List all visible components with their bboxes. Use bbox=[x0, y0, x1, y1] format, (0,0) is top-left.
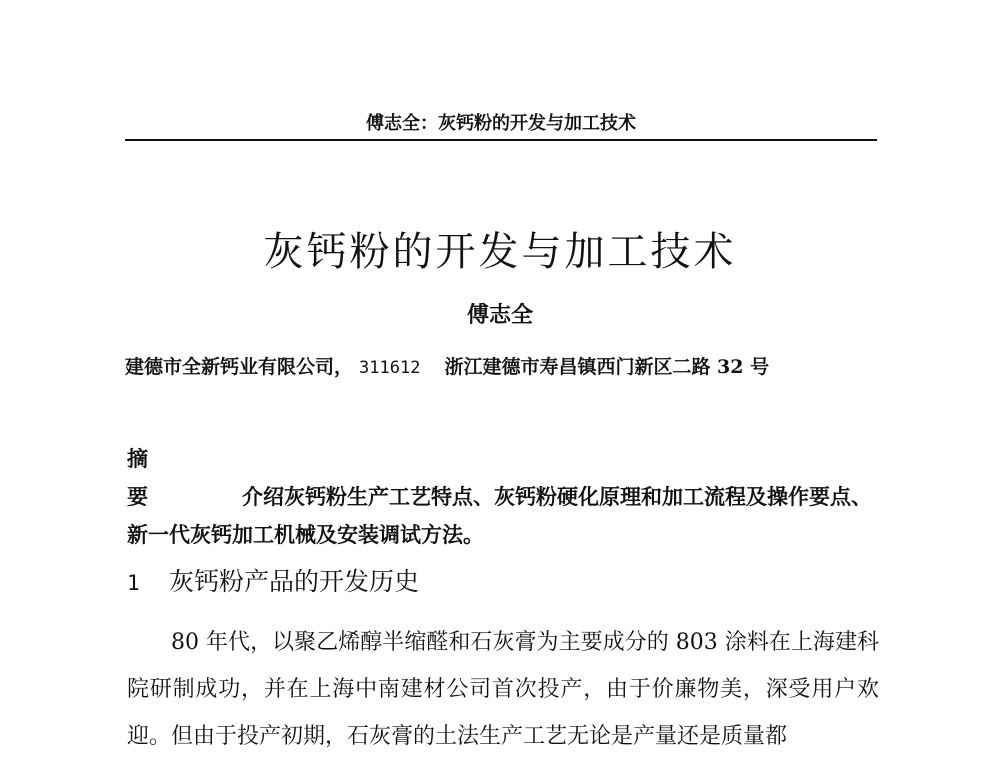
section-title: 灰钙粉产品的开发历史 bbox=[169, 567, 420, 596]
header-rule bbox=[125, 139, 877, 141]
affiliation-postcode: 311612 bbox=[359, 358, 421, 378]
abstract-label: 摘 要 bbox=[127, 446, 172, 509]
affiliation-company: 建德市全新钙业有限公司， bbox=[125, 356, 354, 378]
running-header: 傅志全：灰钙粉的开发与加工技术 bbox=[366, 113, 636, 134]
abstract bbox=[127, 440, 879, 554]
author-affiliation bbox=[125, 353, 885, 382]
section-heading bbox=[127, 565, 879, 600]
paper-title: 灰钙粉的开发与加工技术 bbox=[263, 229, 737, 275]
abstract-text: 介绍灰钙粉生产工艺特点、灰钙粉硬化原理和加工流程及操作要点、新一代灰钙加工机械及安装调试方法。 bbox=[127, 484, 872, 547]
body-paragraph: 80 年代，以聚乙烯醇半缩醛和石灰膏为主要成分的 803 涂料在上海建科院研制成功，并在上海中南建材公司首次投产，由于价廉物美，深受用户欢迎。但由于投产初期，石灰膏的土法生产工艺无论是产量还是质量都 bbox=[127, 630, 879, 749]
author-name: 傅志全 bbox=[466, 302, 533, 328]
affiliation-address: 浙江建德市寿昌镇西门新区二路 32 号 bbox=[444, 356, 770, 378]
section-number: 1 bbox=[127, 571, 140, 595]
